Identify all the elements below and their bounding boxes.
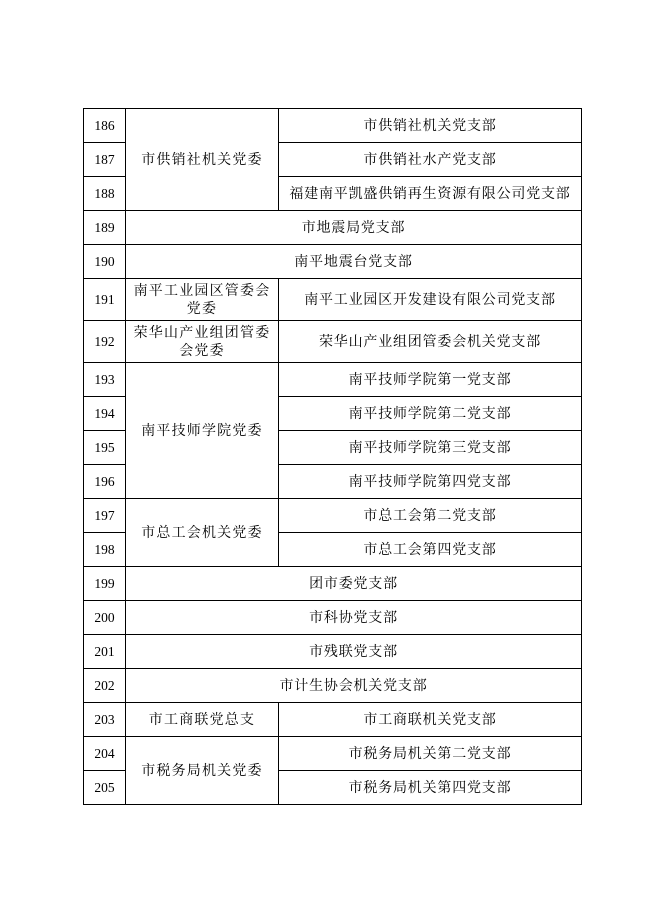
table-row — [84, 669, 582, 703]
row-number: 193 — [84, 363, 126, 397]
parent-unit-cell: 市税务局机关党委 — [126, 737, 279, 805]
branch-name-cell: 市工商联机关党支部 — [279, 703, 582, 737]
branch-name-cell: 南平技师学院第二党支部 — [279, 397, 582, 431]
row-number: 192 — [84, 321, 126, 363]
row-number: 190 — [84, 245, 126, 279]
row-number: 204 — [84, 737, 126, 771]
branch-name-cell: 市供销社水产党支部 — [279, 143, 582, 177]
row-number: 198 — [84, 533, 126, 567]
row-number: 187 — [84, 143, 126, 177]
table-row — [84, 601, 582, 635]
row-number: 199 — [84, 567, 126, 601]
row-number: 195 — [84, 431, 126, 465]
merged-branch-cell: 团市委党支部 — [126, 567, 582, 601]
branch-name-cell: 南平工业园区开发建设有限公司党支部 — [279, 279, 582, 321]
branch-name-cell: 市供销社机关党支部 — [279, 109, 582, 143]
table-row — [84, 363, 582, 397]
row-number: 194 — [84, 397, 126, 431]
branch-name-cell: 市税务局机关第二党支部 — [279, 737, 582, 771]
party-organization-table — [83, 108, 582, 805]
row-number: 201 — [84, 635, 126, 669]
table-row — [84, 321, 582, 363]
row-number: 188 — [84, 177, 126, 211]
table-row — [84, 279, 582, 321]
row-number: 200 — [84, 601, 126, 635]
parent-unit-cell: 南平技师学院党委 — [126, 363, 279, 499]
merged-branch-cell: 市计生协会机关党支部 — [126, 669, 582, 703]
branch-name-cell: 南平技师学院第三党支部 — [279, 431, 582, 465]
row-number: 205 — [84, 771, 126, 805]
branch-name-cell: 荣华山产业组团管委会机关党支部 — [279, 321, 582, 363]
row-number: 202 — [84, 669, 126, 703]
table-row — [84, 567, 582, 601]
parent-unit-cell: 市总工会机关党委 — [126, 499, 279, 567]
merged-branch-cell: 市地震局党支部 — [126, 211, 582, 245]
table-row — [84, 737, 582, 771]
row-number: 191 — [84, 279, 126, 321]
table-row — [84, 245, 582, 279]
table-row — [84, 109, 582, 143]
branch-name-cell: 南平技师学院第四党支部 — [279, 465, 582, 499]
parent-unit-cell: 南平工业园区管委会党委 — [126, 279, 279, 321]
parent-unit-cell: 市工商联党总支 — [126, 703, 279, 737]
branch-name-cell: 市税务局机关第四党支部 — [279, 771, 582, 805]
branch-name-cell: 市总工会第二党支部 — [279, 499, 582, 533]
table-row — [84, 635, 582, 669]
branch-name-cell: 福建南平凯盛供销再生资源有限公司党支部 — [279, 177, 582, 211]
parent-unit-cell: 市供销社机关党委 — [126, 109, 279, 211]
row-number: 196 — [84, 465, 126, 499]
merged-branch-cell: 南平地震台党支部 — [126, 245, 582, 279]
row-number: 189 — [84, 211, 126, 245]
merged-branch-cell: 市科协党支部 — [126, 601, 582, 635]
parent-unit-cell: 荣华山产业组团管委会党委 — [126, 321, 279, 363]
row-number: 186 — [84, 109, 126, 143]
branch-name-cell: 市总工会第四党支部 — [279, 533, 582, 567]
table-row — [84, 499, 582, 533]
row-number: 197 — [84, 499, 126, 533]
branch-name-cell: 南平技师学院第一党支部 — [279, 363, 582, 397]
merged-branch-cell: 市残联党支部 — [126, 635, 582, 669]
table-row — [84, 703, 582, 737]
row-number: 203 — [84, 703, 126, 737]
table-row — [84, 211, 582, 245]
